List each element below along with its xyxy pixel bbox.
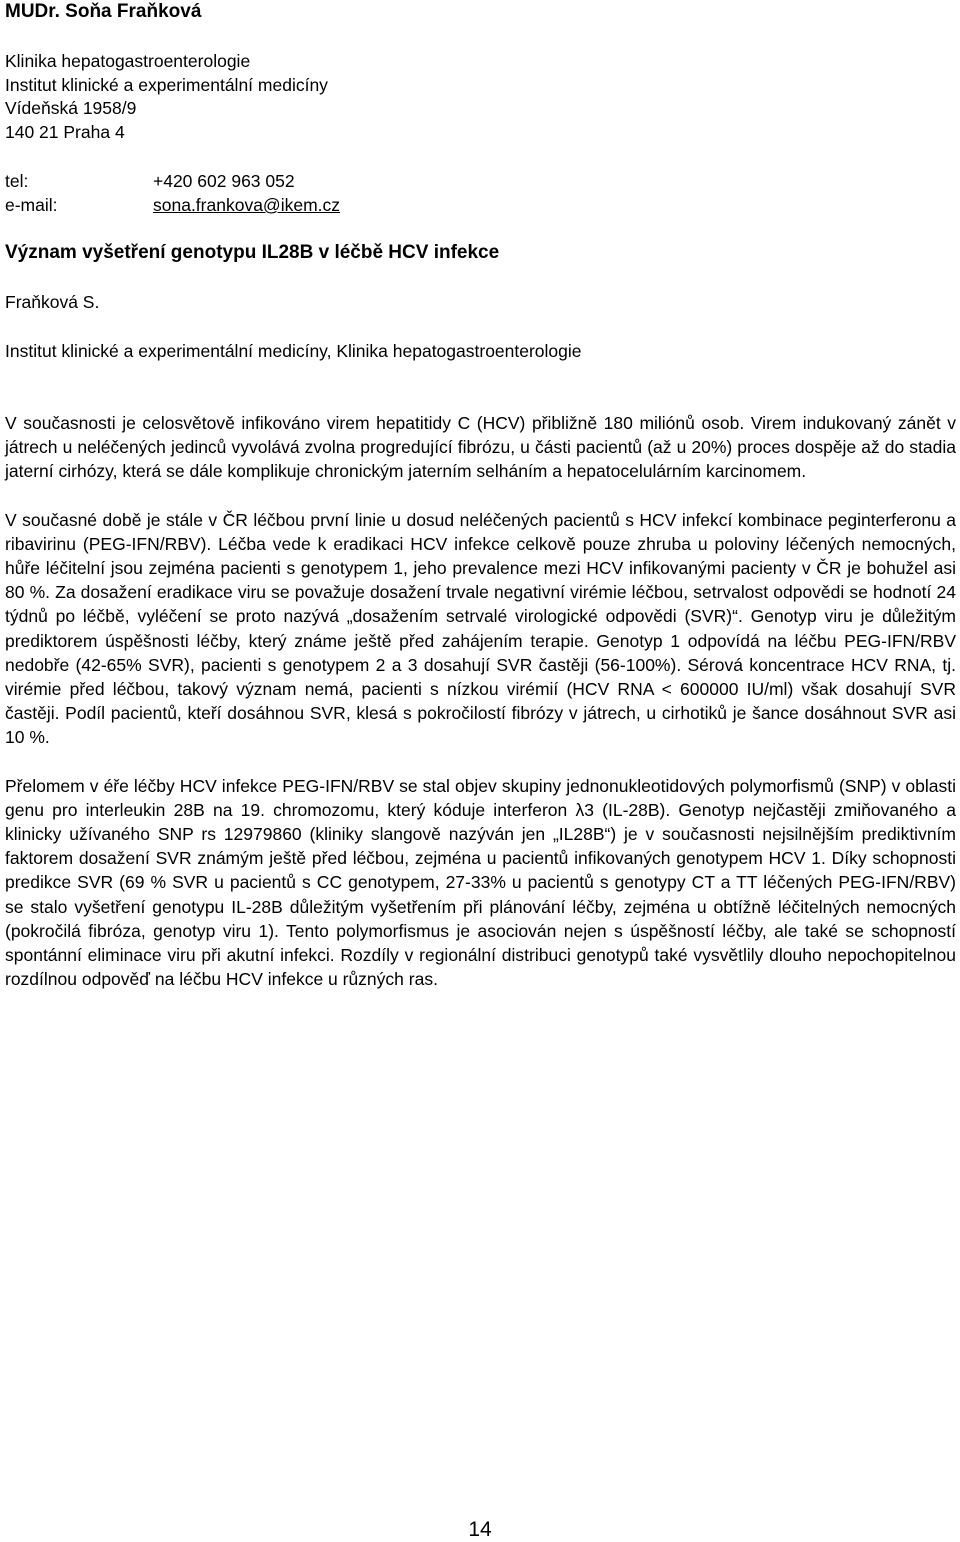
- phone-label: tel:: [5, 171, 29, 191]
- paragraph: V současné době je stále v ČR léčbou první linie u dosud neléčených pacientů s HCV infekcí kombinace peginterferonu a ribavirinu (PEG-IFN/RBV). Léčba vede k eradikaci HCV infekce celkově pouze zhruba u poloviny léčených nemocných, hůře léčitelní jsou zejména pacienti s genotypem 1, jeho prevalence mezi HCV infikovanými pacienty v ČR je bohužel asi 80 %. Za dosažení eradikace viru se považuje dosažení trvale negativní virémie léčbou, setrvalost odpovědi se hodnotí 24 týdnů po léčbě, vyléčení se proto nazývá „dosažením setrvalé virologické odpovědi (SVR)“. Genotyp viru je důležitým prediktorem úspěšnosti léčby, který známe ještě před zahájením terapie. Genotyp 1 odpovídá na léčbu PEG-IFN/RBV nedobře (42-65% SVR), pacienti s genotypem 2 a 3 dosahují SVR častěji (56-100%). Sérová koncentrace HCV RNA, tj. virémie před léčbou, takový význam nemá, pacienti s nízkou virémií (HCV RNA < 600000 IU/ml) však dosahují SVR častěji. Podíl pacientů, kteří dosáhnou SVR, klesá s pokročilostí fibrózy v játrech, u cirhotiků je šance dosáhnout SVR asi 10 %.: [5, 509, 956, 748]
- article-body: [5, 411, 956, 991]
- email-link[interactable]: sona.frankova@ikem.cz: [153, 195, 341, 215]
- author-name: MUDr. Soňa Fraňková: [5, 1, 202, 22]
- email-row: [5, 195, 340, 215]
- article-title: Význam vyšetření genotypu IL28B v léčbě HCV infekce: [5, 242, 500, 263]
- phone-row: [5, 171, 295, 191]
- paragraph: V současnosti je celosvětově infikováno virem hepatitidy C (HCV) přibližně 180 miliónů osob. Virem indukovaný zánět v játrech u neléčených jedinců vyvolává zvolna progredující fibrózu, u části pacientů (až u 20%) proces dospěje až do stadia jaterní cirhózy, která se dále komplikuje chronickým jaterním selháním a hepatocelulárním karcinomem.: [5, 413, 956, 482]
- page-number: 14: [468, 1518, 492, 1541]
- article-authors: Fraňková S.: [5, 292, 100, 312]
- phone-value: +420 602 963 052: [153, 171, 295, 191]
- address-line: 140 21 Praha 4: [5, 122, 125, 142]
- address-line: Institut klinické a experimentální medicíny: [5, 75, 328, 95]
- email-label: e-mail:: [5, 195, 58, 215]
- address-line: Vídeňská 1958/9: [5, 98, 137, 118]
- address-line: Klinika hepatogastroenterologie: [5, 51, 251, 71]
- article-affiliation: Institut klinické a experimentální medicíny, Klinika hepatogastroenterologie: [5, 341, 582, 361]
- paragraph: Přelomem v éře léčby HCV infekce PEG-IFN/RBV se stal objev skupiny jednonukleotidových polymorfismů (SNP) v oblasti genu pro interleukin 28B na 19. chromozomu, který kóduje interferon λ3 (IL-28B). Genotyp nejčastěji zmiňovaného a klinicky užívaného SNP rs 12979860 (kliniky slangově nazýván jen „IL28B“) je v současnosti nejsilnějším prediktivním faktorem dosažení SVR známým ještě před léčbou, zejména u pacientů infikovaných genotypem HCV 1. Díky schopnosti predikce SVR (69 % SVR u pacientů s CC genotypem, 27-33% u pacientů s genotypy CT a TT léčených PEG-IFN/RBV) se stalo vyšetření genotypu IL-28B důležitým vyšetřením při plánování léčby, zejména u obtížně léčitelných nemocných (pokročilá fibróza, genotyp viru 1). Tento polymorfismus je asociován nejen s úspěšností léčby, ale také se schopností spontánní eliminace viru při akutní infekci. Rozdíly v regionální distribuci genotypů také vysvětlily dlouho nepochopitelnou rozdílnou odpověď na léčbu HCV infekce u různých ras.: [5, 775, 956, 990]
